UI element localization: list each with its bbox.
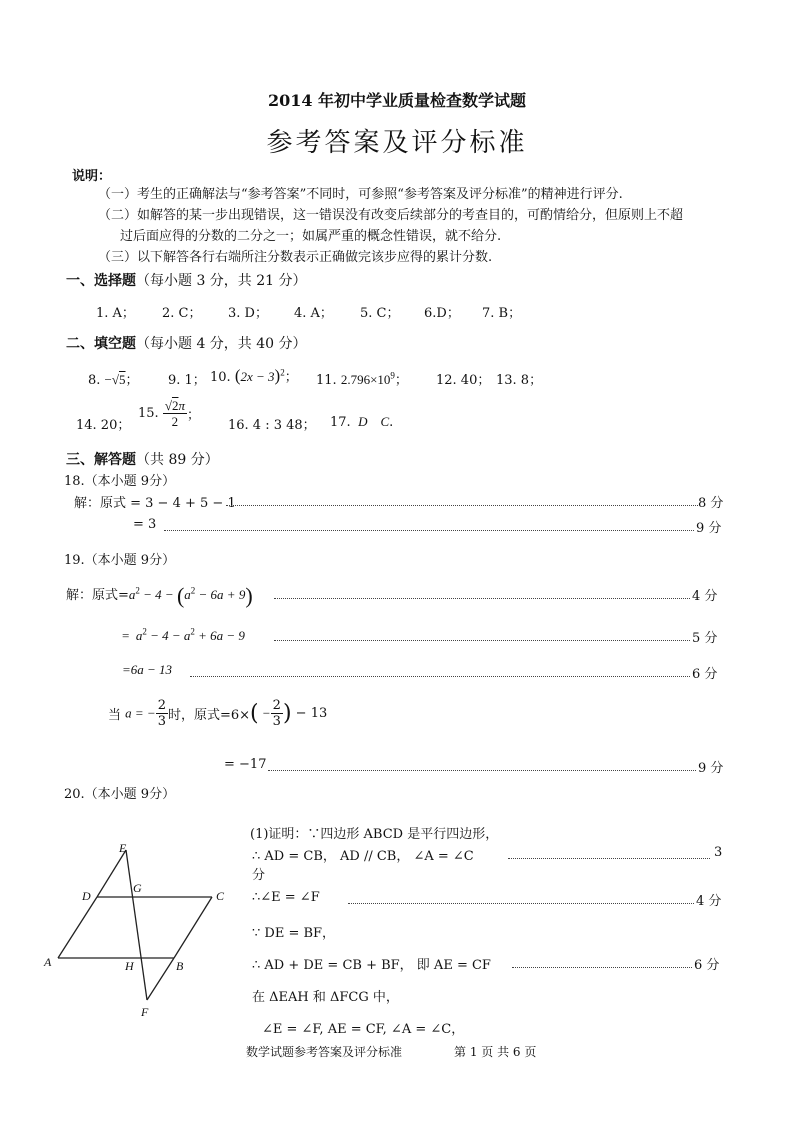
q20-proof-line7: ∠E = ∠F, AE = CF, ∠A = ∠C，: [262, 1022, 465, 1037]
q19-score2: 5 分: [692, 631, 718, 646]
q20-score2: 3: [714, 845, 723, 860]
q20-proof-line6: 在 ΔEAH 和 ΔFCG 中，: [252, 990, 399, 1005]
note-2a: （二）如解答的某一步出现错误，这一错误没有改变后续部分的考查目的，可酌情给分，但原则上不超: [98, 208, 684, 223]
q19-line4: 当 a = − $\frac{2}{3}$ 时，原式=6×( − $\frac{2}{3}$ ) − 13: [108, 698, 328, 729]
leader-dots: [274, 598, 690, 599]
notes-heading: 说明：: [72, 169, 112, 184]
q20-proof-line4: ∵ DE = BF，: [252, 926, 336, 941]
parallelogram-figure: [40, 836, 240, 1026]
q18-label: 18.（本小题 9分）: [64, 474, 176, 489]
q20-label: 20.（本小题 9分）: [64, 787, 176, 802]
q20-proof-line2: ∴ AD = CB， AD // CB， ∠A = ∠C: [252, 849, 474, 864]
note-2b: 过后面应得的分数的二分之一；如属严重的概念性错误，就不给分.: [120, 229, 502, 244]
fill-answer-12: 12. 40；: [436, 373, 491, 388]
fill-answer-10: 10. $(2x - 3)^2$；: [210, 366, 298, 385]
page-title: 2014 年初中学业质量检查数学试题: [267, 91, 527, 110]
leader-dots: [508, 858, 710, 859]
leader-dots: [512, 967, 692, 968]
q19-score3: 6 分: [692, 667, 718, 682]
leader-dots: [164, 530, 694, 531]
footer-title: 数学试题参考答案及评分标准: [246, 1045, 403, 1059]
fill-answer-14: 14. 20；: [76, 418, 131, 433]
section1-answer: 3. D；: [228, 306, 268, 321]
q20-score2-unit: 分: [252, 868, 266, 883]
figure-label-H: H: [125, 959, 134, 973]
page-subtitle: 参考答案及评分标准: [266, 128, 528, 158]
q20-proof-line3: ∴∠E = ∠F: [252, 890, 320, 905]
figure-label-G: G: [133, 881, 142, 895]
section1-answer: 1. A；: [96, 306, 135, 321]
section1-answer: 7. B；: [482, 306, 522, 321]
section1-answer: 6.D；: [424, 306, 460, 321]
section2-heading: 二、填空题（每小题 4 分，共 40 分）: [66, 336, 307, 352]
note-1: （一）考生的正确解法与“参考答案”不同时，可参照“参考答案及评分标准”的精神进行评分.: [98, 187, 623, 202]
fill-answer-11: 11. $2.796\times 10^9$；: [316, 370, 408, 388]
q20-proof-line1: (1)证明：∵四边形 ABCD 是平行四边形，: [250, 827, 499, 842]
page-number: 第 1 页 共 6 页: [454, 1045, 537, 1059]
q19-line2: = $a^2 - 4 - a^2 + 6a - 9$: [122, 627, 245, 644]
fill-answer-9: 9. 1；: [168, 373, 206, 388]
fill-answer-13: 13. 8；: [496, 373, 543, 388]
q19-score5: 9 分: [698, 761, 724, 776]
q18-line2: = 3: [133, 517, 157, 532]
section1-answer: 4. A；: [294, 306, 333, 321]
figure-label-A: A: [44, 955, 52, 969]
section1-answer: 5. C；: [360, 306, 400, 321]
note-3: （三）以下解答各行右端所注分数表示正确做完该步应得的累计分数.: [98, 250, 493, 265]
leader-dots: [268, 770, 696, 771]
leader-dots: [348, 903, 694, 904]
q18-score1: 8 分: [698, 496, 724, 511]
section3-heading: 三、解答题（共 89 分）: [66, 452, 219, 468]
fill-answer-15: 15. $\frac{√2\pi}{2}$ ；: [138, 398, 200, 429]
q20-score3: 4 分: [696, 894, 722, 909]
q18-score2: 9 分: [696, 521, 722, 536]
q19-label: 19.（本小题 9分）: [64, 553, 176, 568]
q19-score1: 4 分: [692, 589, 718, 604]
section1-heading: 一、选择题（每小题 3 分，共 21 分）: [66, 273, 307, 289]
q18-line1: 解：原式 = 3 − 4 + 5 − 1: [74, 496, 236, 511]
figure-label-D: D: [82, 889, 91, 903]
leader-dots: [190, 676, 690, 677]
figure-label-B: B: [176, 959, 184, 973]
fill-answer-8: 8. −√5；: [88, 372, 139, 388]
figure-label-E: E: [119, 841, 127, 855]
q20-proof-line5: ∴ AD + DE = CB + BF， 即 AE = CF: [252, 958, 491, 973]
q20-score5: 6 分: [694, 958, 720, 973]
fill-answer-17: 17. D C.: [330, 414, 394, 430]
figure-label-C: C: [216, 889, 225, 903]
q19-line1: 解：原式$=a^2 - 4 - (a^2 - 6a + 9)$: [66, 583, 253, 608]
leader-dots: [226, 505, 698, 506]
fill-answer-16: 16. 4 : 3 48；: [228, 418, 316, 433]
q19-line5: = −17: [224, 757, 267, 772]
q19-line3: =6a − 13: [122, 662, 173, 677]
section1-answer: 2. C；: [162, 306, 202, 321]
leader-dots: [274, 640, 690, 641]
figure-label-F: F: [141, 1005, 149, 1019]
